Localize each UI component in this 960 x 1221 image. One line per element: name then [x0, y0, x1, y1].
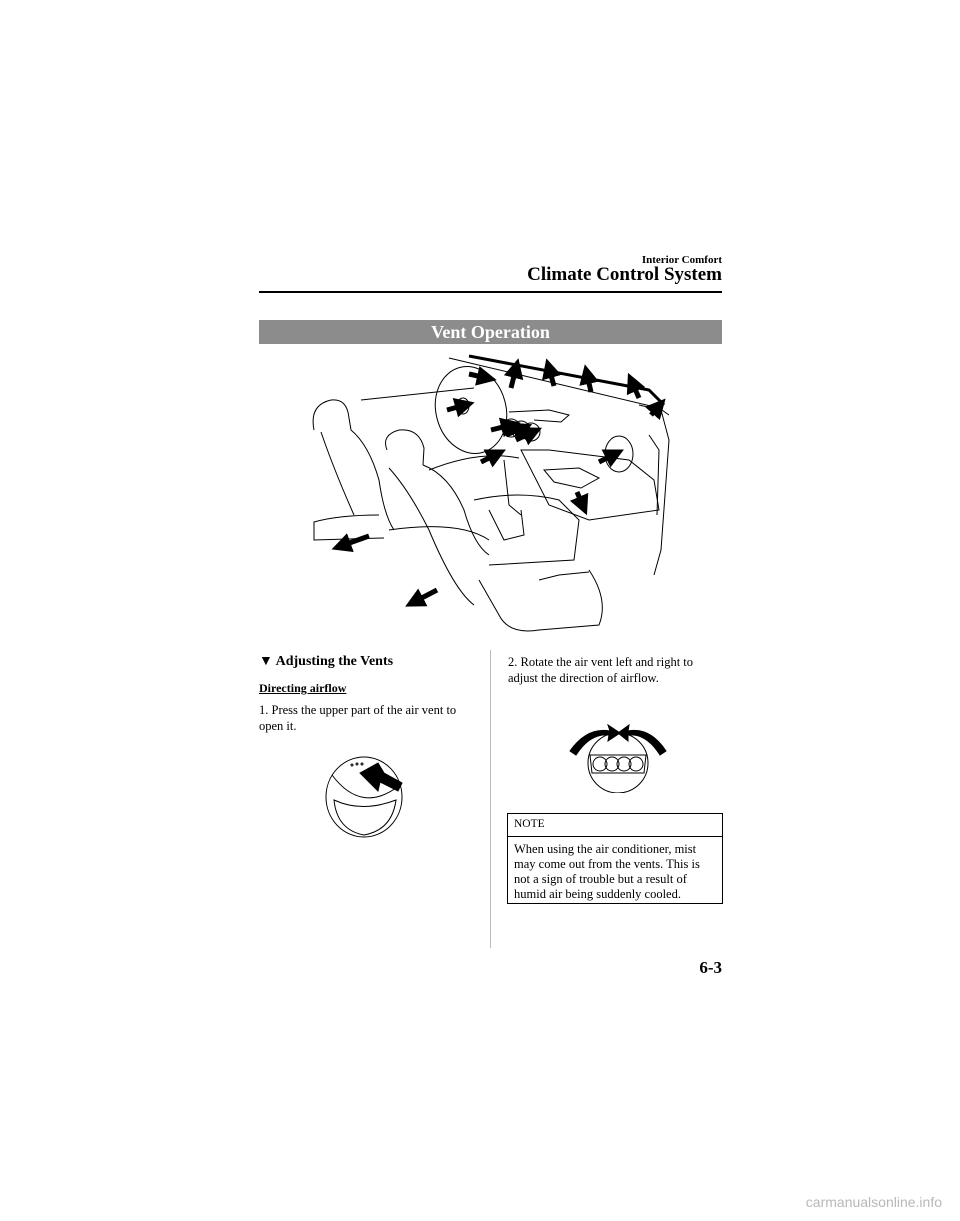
vent-rotate-illustration	[562, 723, 674, 793]
topic-heading-text: Adjusting the Vents	[275, 654, 394, 669]
column-divider	[490, 650, 491, 948]
note-title: NOTE	[508, 814, 722, 837]
watermark-text: carmanualsonline.info	[805, 1194, 942, 1210]
car-interior-illustration	[259, 350, 722, 640]
subheading: Directing airflow	[259, 681, 347, 695]
header-divider	[259, 291, 722, 293]
step-2-text: 2. Rotate the air vent left and right to adjust the direction of airflow.	[508, 655, 694, 685]
topic-heading	[259, 654, 393, 670]
section-category: Interior Comfort	[641, 254, 722, 266]
section-title: Climate Control System	[527, 264, 722, 285]
triangle-marker-icon: ▼	[259, 654, 273, 669]
note-box	[507, 813, 723, 904]
note-body: When using the air conditioner, mist may come out from the vents. This is not a sign of trouble but a result of humid air being suddenly cooled.	[514, 842, 700, 901]
section-banner: Vent Operation	[259, 320, 722, 344]
vent-press-illustration	[322, 755, 412, 840]
page-number: 6-3	[699, 958, 722, 977]
step-1-text: 1. Press the upper part of the air vent to open it.	[259, 703, 457, 733]
